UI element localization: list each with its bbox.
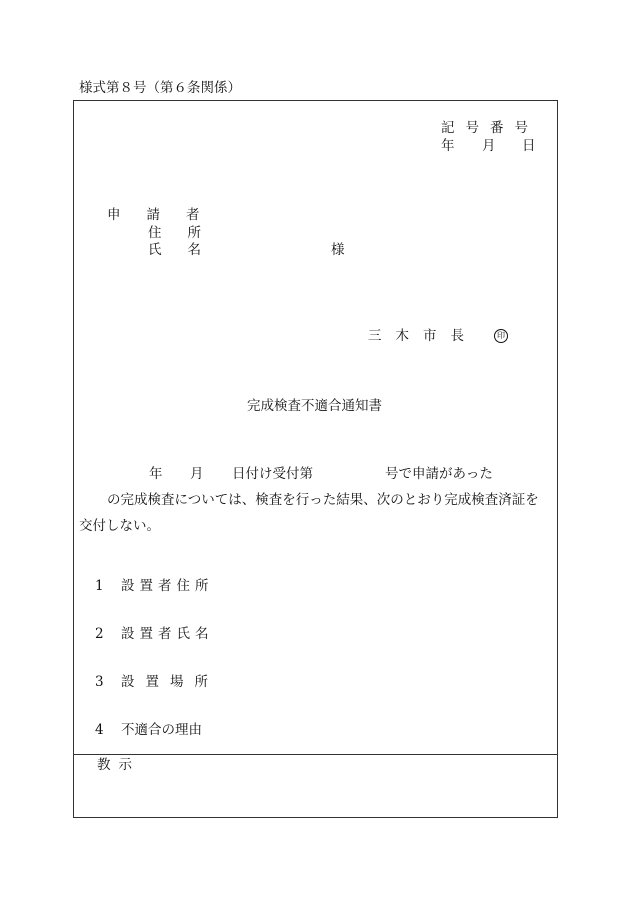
form-label: 様式第８号（第６条関係） bbox=[79, 80, 241, 96]
record-number-label: 記号番号 bbox=[441, 120, 539, 136]
date-month-label: 月 bbox=[482, 138, 496, 154]
item-number: 3 bbox=[95, 674, 104, 690]
item-number: 2 bbox=[95, 626, 104, 642]
body-number-suffix: 号で申請があった bbox=[385, 466, 493, 482]
applicant-honorific: 様 bbox=[331, 242, 345, 258]
body-year: 年 bbox=[149, 466, 163, 482]
issuer-name: 三木市長 bbox=[368, 328, 478, 344]
item-label: 設置者住所 bbox=[121, 578, 214, 594]
body-line-3: 交付しない。 bbox=[79, 518, 160, 534]
instruction-label: 教示 bbox=[97, 757, 140, 773]
item-number: 1 bbox=[95, 578, 104, 594]
date-day-label: 日 bbox=[522, 138, 536, 154]
body-line-2: の完成検査については、検査を行った結果、次のとおり完成検査済証を bbox=[107, 492, 539, 508]
seal-mark: 印 bbox=[494, 329, 508, 343]
item-label: 設置場所 bbox=[121, 674, 219, 690]
instruction-divider bbox=[73, 754, 558, 755]
item-label: 不適合の理由 bbox=[121, 722, 202, 738]
date-year-label: 年 bbox=[441, 138, 455, 154]
body-received: 日付け受付第 bbox=[232, 466, 313, 482]
body-month: 月 bbox=[190, 466, 204, 482]
item-label: 設置者氏名 bbox=[121, 626, 214, 642]
applicant-title: 申請者 bbox=[107, 207, 226, 223]
item-number: 4 bbox=[95, 722, 104, 738]
document-title: 完成検査不適合通知書 bbox=[247, 398, 382, 414]
applicant-address-label: 住所 bbox=[148, 225, 227, 241]
applicant-name-label: 氏名 bbox=[148, 242, 227, 258]
